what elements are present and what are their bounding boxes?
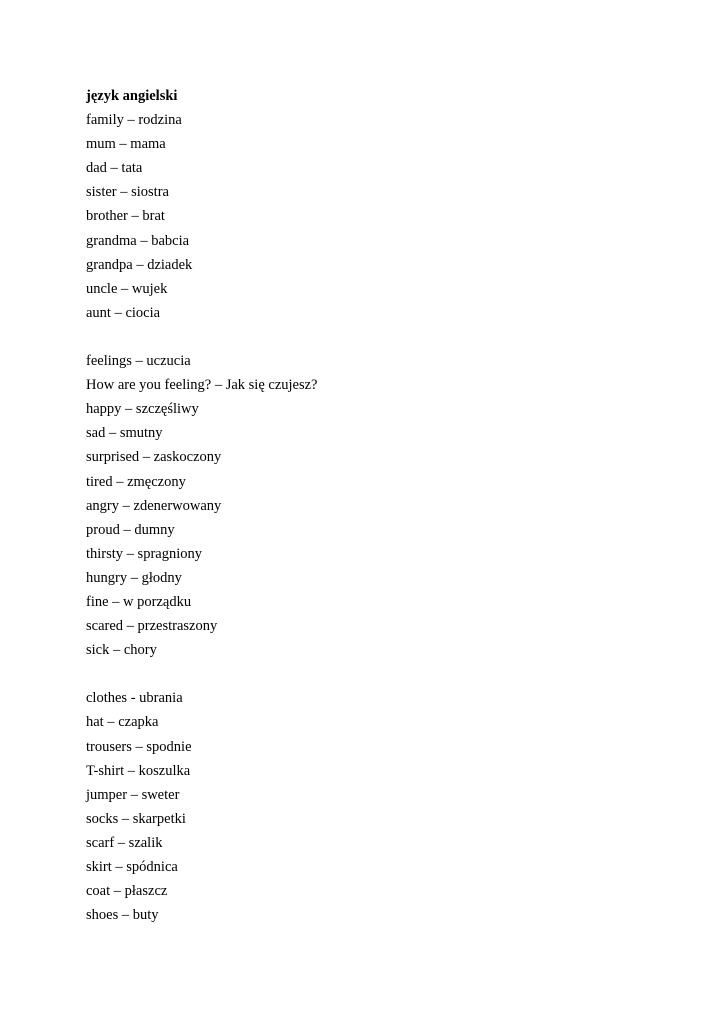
vocab-entry: family – rodzina [86,112,182,129]
vocab-entry: grandma – babcia [86,232,190,249]
section-spacer [86,662,318,686]
vocab-entry: sister – siostra [86,184,169,201]
document-title: język angielski [86,88,178,104]
vocab-entry: clothes - ubrania [86,690,183,707]
vocabulary-list [86,84,318,927]
vocab-entry: hat – czapka [86,714,159,731]
vocab-entry: fine – w porządku [86,593,192,610]
vocab-entry: jumper – sweter [86,786,180,803]
vocab-entry: T-shirt – koszulka [86,762,191,779]
vocab-entry: angry – zdenerwowany [86,497,222,514]
vocab-entry: dad – tata [86,160,143,177]
vocab-entry: grandpa – dziadek [86,256,193,273]
vocab-entry: mum – mama [86,136,166,153]
vocab-entry: brother – brat [86,208,165,225]
section-family [86,108,318,325]
vocab-entry: feelings – uczucia [86,353,191,370]
vocab-entry: thirsty – spragniony [86,545,202,562]
vocab-entry: socks – skarpetki [86,810,186,827]
vocab-entry: skirt – spódnica [86,859,178,875]
vocab-entry: sick – chory [86,642,157,659]
vocab-entry: scared – przestraszony [86,618,218,635]
vocab-entry: tired – zmęczony [86,473,186,490]
vocab-entry: scarf – szalik [86,834,163,851]
vocab-entry: coat – płaszcz [86,883,168,900]
section-feelings [86,349,318,662]
vocab-entry: trousers – spodnie [86,738,192,755]
vocab-entry: surprised – zaskoczony [86,449,222,466]
section-spacer [86,325,318,349]
vocab-entry: shoes – buty [86,907,159,924]
vocab-entry: happy – szczęśliwy [86,401,199,418]
vocab-entry: uncle – wujek [86,280,168,297]
vocab-entry: proud – dumny [86,521,175,538]
vocab-entry: aunt – ciocia [86,304,161,321]
vocab-entry: sad – smutny [86,425,163,442]
section-clothes [86,686,318,927]
vocab-entry: hungry – głodny [86,569,182,586]
vocab-entry: How are you feeling? – Jak się czujesz? [86,377,318,394]
